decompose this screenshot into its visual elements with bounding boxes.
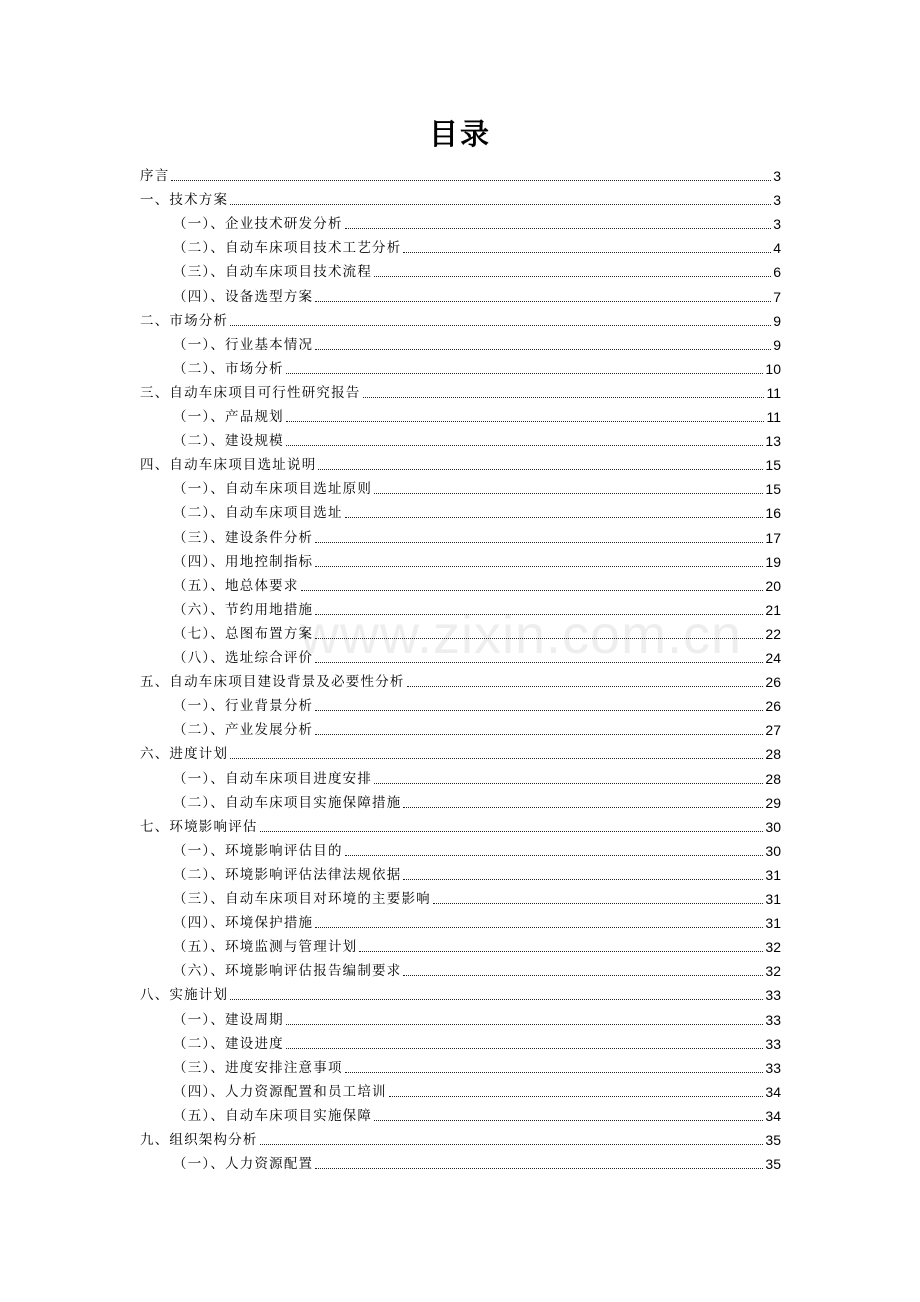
toc-dot-leader xyxy=(230,999,763,1000)
toc-dot-leader xyxy=(315,349,771,350)
toc-entry-label: （五）、环境监测与管理计划 xyxy=(173,939,358,956)
toc-entry-label: （一）、人力资源配置 xyxy=(173,1156,314,1173)
toc-dot-leader xyxy=(359,951,763,952)
toc-entry[interactable] xyxy=(173,1148,781,1172)
toc-entry-page-number: 29 xyxy=(765,794,781,811)
toc-entry[interactable] xyxy=(173,329,781,353)
toc-entry[interactable] xyxy=(173,594,781,618)
toc-entry-page-number: 3 xyxy=(773,216,781,233)
toc-entry-page-number: 33 xyxy=(765,1011,781,1028)
toc-entry[interactable] xyxy=(140,811,781,835)
toc-entry[interactable] xyxy=(173,1028,781,1052)
toc-entry-label: 序言 xyxy=(140,168,170,184)
toc-entry[interactable] xyxy=(173,208,781,232)
toc-dot-leader xyxy=(315,542,763,543)
toc-entry-label: 八、实施计划 xyxy=(140,987,229,1004)
toc-entry-label: 四、自动车床项目选址说明 xyxy=(140,457,317,474)
toc-entry-page-number: 34 xyxy=(765,1107,781,1124)
toc-dot-leader xyxy=(363,397,765,398)
toc-entry-label: （二）、环境影响评估法律法规依据 xyxy=(173,866,402,883)
toc-entry-label: （四）、人力资源配置和员工培训 xyxy=(173,1083,387,1100)
toc-entry-label: 七、环境影响评估 xyxy=(140,818,258,835)
toc-entry[interactable] xyxy=(140,377,781,401)
toc-entry-page-number: 20 xyxy=(765,577,781,594)
toc-entry-page-number: 3 xyxy=(773,192,781,209)
toc-entry-page-number: 24 xyxy=(765,650,781,666)
toc-dot-leader xyxy=(374,783,763,784)
toc-dot-leader xyxy=(403,879,763,880)
toc-entry[interactable] xyxy=(173,1052,781,1076)
toc-entry-page-number: 30 xyxy=(765,842,781,859)
toc-entry[interactable] xyxy=(173,618,781,642)
toc-entry-page-number: 30 xyxy=(765,818,781,835)
toc-entry[interactable] xyxy=(173,931,781,955)
toc-dot-leader xyxy=(407,686,764,687)
toc-dot-leader xyxy=(315,927,763,928)
toc-entry-page-number: 33 xyxy=(765,1059,781,1076)
toc-dot-leader xyxy=(315,566,763,567)
toc-entry[interactable] xyxy=(173,546,781,570)
toc-dot-leader xyxy=(286,445,764,446)
toc-entry-label: （四）、用地控制指标 xyxy=(173,553,314,570)
toc-entry-label: 六、进度计划 xyxy=(140,746,229,763)
toc-entry-label: （三）、建设条件分析 xyxy=(173,529,314,546)
toc-entry-label: 一、技术方案 xyxy=(140,192,229,209)
toc-entry-label: （二）、自动车床项目选址 xyxy=(173,505,343,522)
toc-entry[interactable] xyxy=(173,859,781,883)
toc-dot-leader xyxy=(403,807,763,808)
toc-dot-leader xyxy=(315,710,763,711)
toc-entry-page-number: 35 xyxy=(765,1156,781,1173)
toc-entry-label: （四）、设备选型方案 xyxy=(173,288,314,305)
watermark-text: www.zixin.com.cn xyxy=(300,605,743,665)
toc-entry-label: 九、组织架构分析 xyxy=(140,1132,258,1148)
toc-entry[interactable] xyxy=(173,232,781,256)
toc-dot-leader xyxy=(403,975,763,976)
toc-entry-label: （二）、建设进度 xyxy=(173,1035,284,1052)
toc-dot-leader xyxy=(286,373,764,374)
toc-dot-leader xyxy=(230,204,771,205)
toc-dot-leader xyxy=(301,590,764,591)
toc-dot-leader xyxy=(286,1024,764,1025)
toc-entry-page-number: 4 xyxy=(773,240,781,257)
toc-entry-page-number: 33 xyxy=(765,987,781,1004)
toc-entry-label: （一）、行业背景分析 xyxy=(173,698,314,715)
toc-entry[interactable] xyxy=(173,955,781,979)
toc-entry[interactable] xyxy=(173,425,781,449)
toc-entry[interactable] xyxy=(140,666,781,690)
toc-dot-leader xyxy=(345,517,764,518)
toc-dot-leader xyxy=(403,252,771,253)
toc-entry-page-number: 28 xyxy=(765,746,781,763)
toc-dot-leader xyxy=(345,855,764,856)
toc-entry-label: （三）、自动车床项目对环境的主要影响 xyxy=(173,891,431,907)
toc-entry[interactable] xyxy=(173,522,781,546)
toc-entry[interactable] xyxy=(173,690,781,714)
toc-entry[interactable] xyxy=(140,184,781,208)
toc-dot-leader xyxy=(315,1168,763,1169)
toc-dot-leader xyxy=(171,180,771,181)
toc-dot-leader xyxy=(433,903,764,904)
toc-entry-page-number: 27 xyxy=(765,722,781,739)
toc-entry[interactable] xyxy=(173,281,781,305)
toc-entry-page-number: 15 xyxy=(765,481,781,498)
toc-entry-page-number: 9 xyxy=(773,336,781,353)
toc-dot-leader xyxy=(315,614,763,615)
toc-entry-page-number: 3 xyxy=(773,168,781,184)
toc-entry-label: （五）、自动车床项目实施保障 xyxy=(173,1107,373,1124)
toc-dot-leader xyxy=(230,758,763,759)
page-title: 目录 xyxy=(428,117,491,151)
toc-entry-page-number: 17 xyxy=(765,529,781,546)
toc-entry-page-number: 31 xyxy=(765,891,781,907)
toc-entry[interactable] xyxy=(173,907,781,931)
toc-entry-page-number: 32 xyxy=(765,963,781,980)
toc-entry[interactable] xyxy=(173,642,781,666)
toc-entry[interactable] xyxy=(140,1124,781,1148)
toc-entry-page-number: 28 xyxy=(765,770,781,787)
toc-entry-label: （三）、进度安排注意事项 xyxy=(173,1059,343,1076)
toc-entry-label: （六）、节约用地措施 xyxy=(173,601,314,618)
toc-entry[interactable] xyxy=(140,449,781,473)
toc-entry[interactable] xyxy=(173,1100,781,1124)
toc-entry-label: （一）、自动车床项目进度安排 xyxy=(173,770,373,787)
toc-entry-page-number: 13 xyxy=(765,433,781,450)
toc-entry-page-number: 31 xyxy=(765,866,781,883)
toc-entry[interactable] xyxy=(173,714,781,738)
toc-entry-page-number: 9 xyxy=(773,312,781,329)
toc-entry-label: 五、自动车床项目建设背景及必要性分析 xyxy=(140,674,405,691)
toc-entry[interactable] xyxy=(173,570,781,594)
toc-entry[interactable] xyxy=(140,738,781,762)
toc-entry-label: （六）、环境影响评估报告编制要求 xyxy=(173,963,402,980)
toc-dot-leader xyxy=(318,469,763,470)
toc-entry-label: （一）、建设周期 xyxy=(173,1011,284,1028)
toc-entry-page-number: 16 xyxy=(765,505,781,522)
toc-entry-label: （七）、总图布置方案 xyxy=(173,625,314,642)
toc-entry[interactable] xyxy=(173,1076,781,1100)
toc-dot-leader xyxy=(230,325,771,326)
toc-entry[interactable] xyxy=(140,305,781,329)
toc-dot-leader xyxy=(286,421,765,422)
toc-dot-leader xyxy=(315,301,771,302)
toc-entry[interactable] xyxy=(173,787,781,811)
toc-entry-page-number: 32 xyxy=(765,939,781,956)
toc-entry-label: 三、自动车床项目可行性研究报告 xyxy=(140,384,361,401)
toc-entry-page-number: 11 xyxy=(766,384,781,401)
toc-entry-label: （四）、环境保护措施 xyxy=(173,915,314,932)
toc-entry-label: （一）、行业基本情况 xyxy=(173,336,314,353)
toc-entry-page-number: 7 xyxy=(773,288,781,305)
toc-entry-page-number: 6 xyxy=(773,264,781,281)
toc-dot-leader xyxy=(345,228,772,229)
toc-entry-page-number: 10 xyxy=(765,360,781,377)
toc-entry-label: 二、市场分析 xyxy=(140,312,229,329)
toc-dot-leader xyxy=(374,276,771,277)
toc-entry-page-number: 22 xyxy=(765,625,781,642)
toc-entry-label: （一）、自动车床项目选址原则 xyxy=(173,481,373,498)
toc-entry-page-number: 26 xyxy=(765,698,781,715)
toc-entry-label: （三）、自动车床项目技术流程 xyxy=(173,264,373,281)
toc-entry-label: （二）、自动车床项目实施保障措施 xyxy=(173,794,402,811)
toc-entry[interactable] xyxy=(173,401,781,425)
toc-dot-leader xyxy=(315,734,763,735)
toc-entry-page-number: 15 xyxy=(765,457,781,474)
toc-entry[interactable] xyxy=(173,1004,781,1028)
toc-dot-leader xyxy=(374,1120,763,1121)
toc-entry[interactable] xyxy=(173,497,781,521)
toc-entry-label: （二）、自动车床项目技术工艺分析 xyxy=(173,240,402,257)
toc-entry-label: （一）、产品规划 xyxy=(173,409,284,425)
toc-entry[interactable] xyxy=(173,473,781,497)
toc-entry-page-number: 35 xyxy=(765,1132,781,1148)
toc-dot-leader xyxy=(315,638,763,639)
toc-dot-leader xyxy=(389,1096,764,1097)
toc-entry-page-number: 26 xyxy=(765,674,781,691)
toc-entry[interactable] xyxy=(140,160,781,184)
toc-entry[interactable] xyxy=(173,763,781,787)
toc-entry-label: （五）、地总体要求 xyxy=(173,577,299,594)
toc-entry-page-number: 21 xyxy=(765,601,781,618)
toc-entry[interactable] xyxy=(140,979,781,1003)
toc-dot-leader xyxy=(286,1048,764,1049)
toc-entry-page-number: 34 xyxy=(765,1083,781,1100)
toc-entry-label: （二）、建设规模 xyxy=(173,433,284,450)
toc-entry-label: （八）、选址综合评价 xyxy=(173,650,314,666)
toc-dot-leader xyxy=(374,493,763,494)
toc-entry-page-number: 31 xyxy=(765,915,781,932)
toc-entry-label: （一）、环境影响评估目的 xyxy=(173,842,343,859)
toc-entry-label: （二）、市场分析 xyxy=(173,360,284,377)
toc-dot-leader xyxy=(260,831,764,832)
toc-entry-page-number: 11 xyxy=(766,409,781,425)
toc-entry[interactable] xyxy=(173,256,781,280)
toc-dot-leader xyxy=(315,662,763,663)
toc-entry[interactable] xyxy=(173,883,781,907)
toc-entry-page-number: 19 xyxy=(765,553,781,570)
toc-dot-leader xyxy=(260,1144,764,1145)
toc-entry[interactable] xyxy=(173,835,781,859)
toc-entry[interactable] xyxy=(173,353,781,377)
toc-entry-label: （二）、产业发展分析 xyxy=(173,722,314,739)
toc-entry-label: （一）、企业技术研发分析 xyxy=(173,216,343,233)
toc-entry-page-number: 33 xyxy=(765,1035,781,1052)
toc-dot-leader xyxy=(345,1072,764,1073)
